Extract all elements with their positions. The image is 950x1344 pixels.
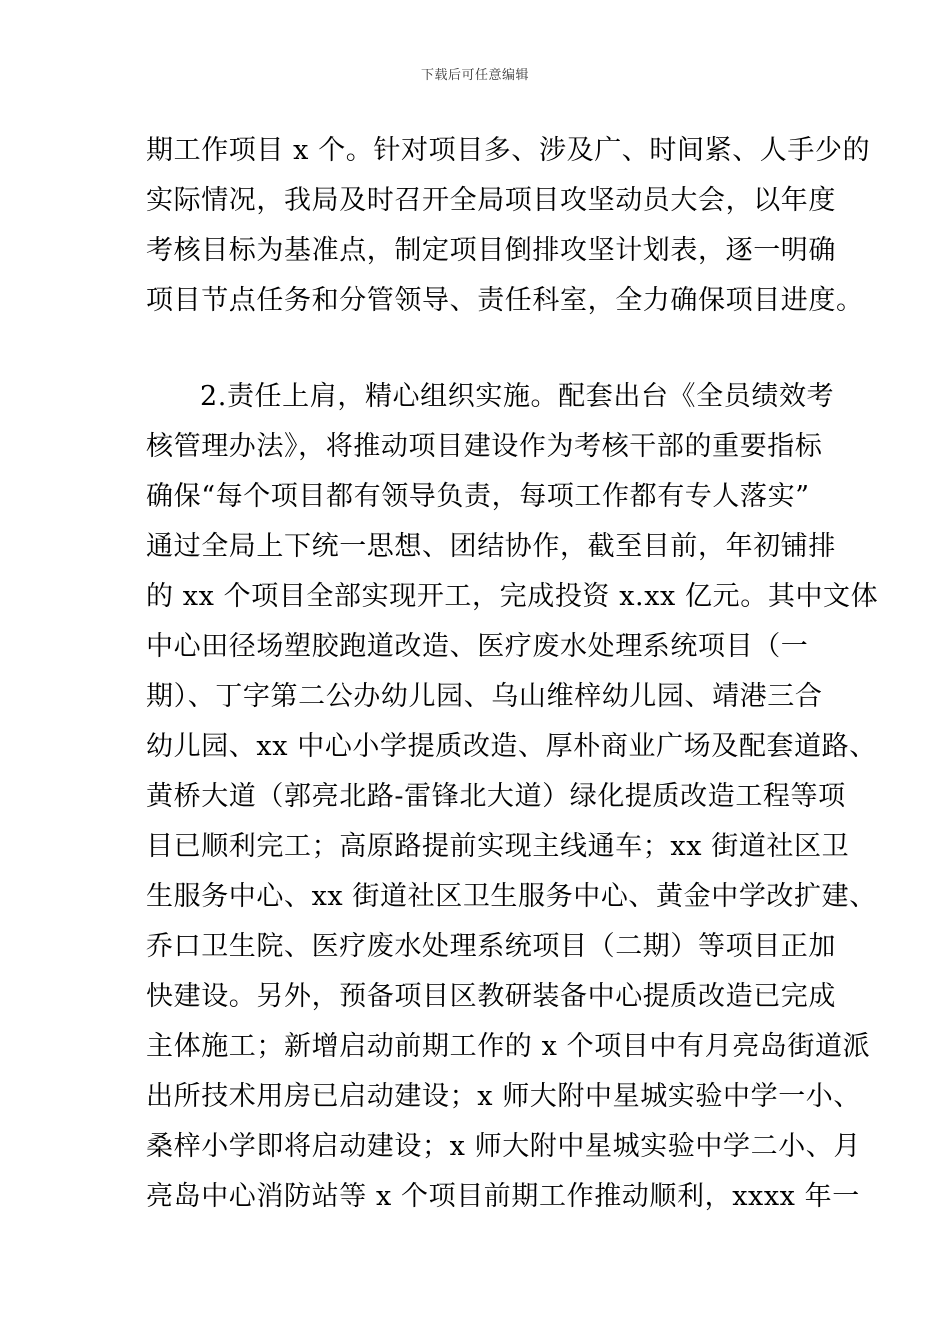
text-line: 项目节点任务和分管领导、责任科室，全力确保项目进度。 (146, 285, 864, 316)
text-line: 中心田径场塑胶跑道改造、医疗废水处理系统项目（一 (146, 631, 809, 662)
paragraph-1 (146, 126, 871, 326)
text-line: 幼儿园、xx 中心小学提质改造、厚朴商业广场及配套道路、 (146, 731, 877, 762)
text-line: 乔口卫生院、医疗废水处理系统项目（二期）等项目正加 (146, 931, 836, 962)
text-line: 考核目标为基准点，制定项目倒排攻坚计划表，逐一明确 (146, 235, 836, 266)
text-line: 期工作项目 x 个。针对项目多、涉及广、时间紧、人手少的 (146, 135, 871, 166)
text-line: 期）、丁字第二公办幼儿园、乌山维梓幼儿园、靖港三合 (146, 681, 823, 712)
text-line: 确保“每个项目都有领导负责，每项工作都有专人落实” (146, 481, 810, 512)
text-line: 快建设。另外，预备项目区教研装备中心提质改造已完成 (146, 981, 836, 1012)
paragraph-2 (146, 372, 879, 1222)
text-line: 实际情况，我局及时召开全局项目攻坚动员大会，以年度 (146, 185, 836, 216)
text-line: 主体施工；新增启动前期工作的 x 个项目中有月亮岛街道派 (146, 1031, 871, 1062)
text-line: 生服务中心、xx 街道社区卫生服务中心、黄金中学改扩建、 (146, 881, 877, 912)
text-line: 通过全局上下统一思想、团结协作，截至目前，年初铺排 (146, 531, 836, 562)
text-line: 核管理办法》，将推动项目建设作为考核干部的重要指标 (146, 431, 823, 462)
text-line: 的 xx 个项目全部实现开工，完成投资 x.xx 亿元。其中文体 (146, 581, 879, 612)
text-line: 黄桥大道（郭亮北路-雷锋北大道）绿化提质改造工程等项 (146, 781, 846, 812)
text-line: 目已顺利完工；高原路提前实现主线通车；xx 街道社区卫 (146, 831, 850, 862)
page-header: 下载后可任意编辑 (420, 68, 529, 83)
text-line: 出所技术用房已启动建设；x 师大附中星城实验中学一小、 (146, 1081, 862, 1112)
text-line: 2.责任上肩，精心组织实施。配套出台《全员绩效考 (200, 381, 835, 412)
text-line: 桑梓小学即将启动建设；x 师大附中星城实验中学二小、月 (146, 1131, 862, 1162)
text-line: 亮岛中心消防站等 x 个项目前期工作推动顺利，xxxx 年一 (146, 1181, 860, 1212)
